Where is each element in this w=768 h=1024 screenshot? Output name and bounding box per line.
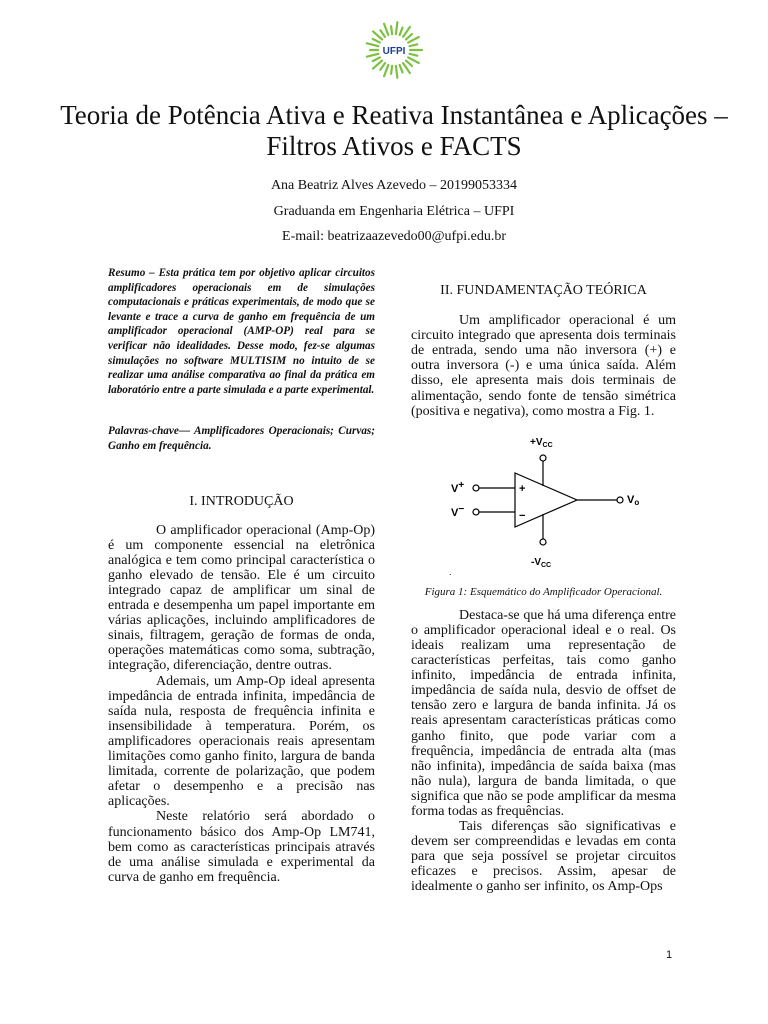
v-minus-label: V− <box>451 503 465 519</box>
keywords: Palavras-chave— Amplificadores Operacionais; Curvas; Ganho em frequência. <box>108 425 375 452</box>
v-out-label: Vo <box>627 493 640 507</box>
logo-ray <box>400 28 403 35</box>
author-affiliation: Graduanda em Engenharia Elétrica – UFPI <box>273 204 515 219</box>
logo-ray <box>380 30 385 37</box>
ufpi-logo-text: UFPI <box>382 46 406 57</box>
opamp-figure <box>411 433 676 581</box>
logo-ray <box>406 61 412 66</box>
logo-ray <box>384 65 388 76</box>
author-name: Ana Beatriz Alves Azevedo – 20199053334 <box>270 178 518 193</box>
logo-ray <box>408 57 419 63</box>
logo-ray <box>410 44 418 46</box>
vcc-pos-label: $+V_{CC}$ <box>530 436 553 449</box>
logo-ray <box>391 26 392 34</box>
logo-ray <box>406 34 412 39</box>
abstract: Resumo – Esta prática tem por objetivo aplicar circuitos amplificadores operacionais em de simulações computacionais e práticas experimentais, de modo que se levante e trace a curva de ganho em frequência de um amplificador operacional (AMP-OP) real para se verificar não idealidades. Desse modo, fez-se algumas simulações no software MULTISIM no intuito de se realizar uma análise comparativa ao final da prática em laboratório entre a parte simulada e a parte experimental. <box>108 267 375 396</box>
theory-paragraph-2: Destaca-se que há uma diferença entre o amplificador operacional ideal e o real. Os ideais realizam uma representação de características perfeitas, tais como ganho infinito, impedância de entrada infinita, impedância de saída nula, desvio de offset de tensão zero e largura de banda infinita. Já os reais apresentam características práticas como ganho finito, que pode variar com a frequência, impedância de entrada alta (mas não infinita), impedância de saída baixa (mas não nula), largura de banda limitada, o que significa que não se pode amplificar da mesma forma todas as frequências. <box>411 607 676 819</box>
minus-sign: − <box>519 509 526 522</box>
vcc-neg-label: $-V_{CC}$ <box>531 556 552 569</box>
paper-title: Teoria de Potência Ativa e Reativa Instantânea e Aplicações – Filtros Ativos e FACTS <box>60 100 728 161</box>
ufpi-logo-icon <box>364 20 424 80</box>
logo-ray <box>400 65 403 72</box>
logo-ray <box>384 24 388 35</box>
right-column <box>411 283 676 895</box>
page-number: 1 <box>666 949 673 961</box>
ufpi-logo <box>364 20 424 80</box>
opamp-schematic <box>411 433 676 581</box>
logo-ray <box>367 54 379 57</box>
left-column <box>108 266 375 885</box>
logo-ray <box>410 54 418 56</box>
logo-ray <box>380 63 385 70</box>
logo-ray <box>396 22 397 34</box>
vcc-neg-terminal <box>540 539 546 545</box>
logo-ray <box>396 66 397 78</box>
intro-paragraph-2: Ademais, um Amp-Op ideal apresenta impedância de entrada infinita, impedância de saída nula, resposta de frequência infinita e insensibilidade à temperatura. Porém, os amplificadores operacionais reais apresentam limitações como ganho finito, largura de banda limitada, corrente de polarização, que podem afetar o desempenho e a precisão nas aplicações. <box>108 673 375 810</box>
theory-paragraph-3: Tais diferenças são significativas e devem ser compreendidas e levadas em conta para que seja possível se projetar circuitos eficazes e precisos. Assim, apesar de idealmente o ganho ser infinito, os Amp-Ops <box>411 819 676 895</box>
logo-ray <box>391 66 392 74</box>
intro-paragraph-3: Neste relatório será abordado o funcionamento básico dos Amp-Op LM741, bem como as características principais através de uma análise simulada e experimental da curva de ganho em frequência. <box>108 809 375 885</box>
section-theory-heading: II. FUNDAMENTAÇÃO TEÓRICA <box>440 283 647 298</box>
figure-caption: Figura 1: Esquemático do Amplificador Operacional. <box>424 585 663 598</box>
vcc-pos-terminal <box>540 455 546 461</box>
logo-ray <box>367 43 379 46</box>
figure-dot: . <box>449 566 452 577</box>
theory-paragraph-1: Um amplificador operacional é um circuito integrado que apresenta dois terminais de entrada, sendo uma não inversora (+) e outra inversora (-) e uma única saída. Além disso, ele apresenta mais dois terminais de alimentação, sendo fonte de tensão simétrica (positiva e negativa), como mostra a Fig. 1. <box>411 313 676 419</box>
noninverting-terminal <box>473 485 479 491</box>
logo-ray <box>373 39 380 43</box>
plus-sign: + <box>519 482 526 495</box>
v-plus-label: V+ <box>451 479 465 495</box>
logo-ray <box>408 37 419 43</box>
author-email: E-mail: beatrizaazevedo00@ufpi.edu.br <box>282 229 506 244</box>
logo-ray <box>373 57 380 61</box>
intro-paragraph-1: O amplificador operacional (Amp-Op) é um componente essencial na eletrônica analógica e tem como principal característica o ganho elevado de tensão. Ele é um circuito integrado capaz de amplificar um sinal de entrada e desempenha um papel importante em várias aplicações, incluindo amplificadores de sinais, filtragem, geração de formas de onda, operações matemáticas como soma, subtração, integração, diferenciação, dentre outras. <box>108 522 375 674</box>
inverting-terminal <box>473 509 479 515</box>
section-introduction-heading: I. INTRODUÇÃO <box>189 493 294 509</box>
output-terminal <box>617 497 623 503</box>
